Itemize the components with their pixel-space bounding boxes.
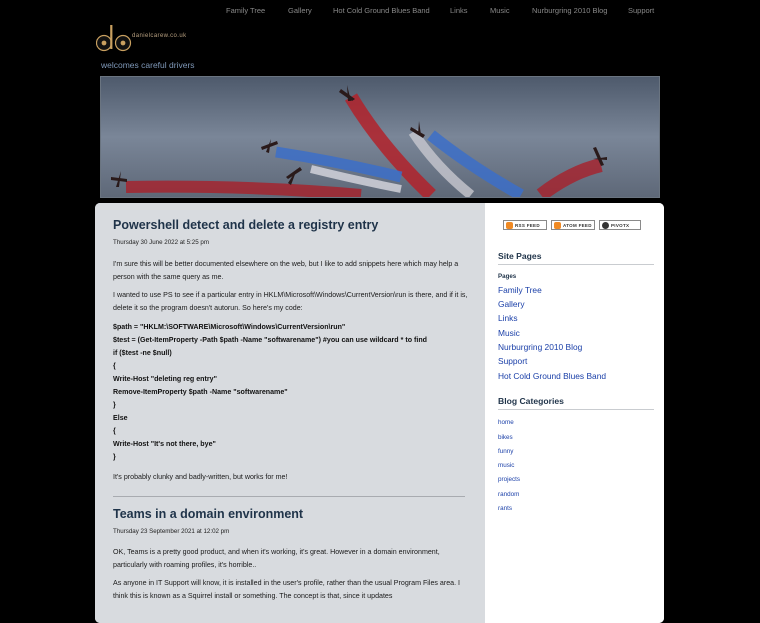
blog-categories-heading: Blog Categories bbox=[498, 396, 564, 406]
post-date: Thursday 30 June 2022 at 5:25 pm bbox=[113, 239, 209, 246]
nav-music[interactable]: Music bbox=[490, 6, 510, 15]
code-line: if ($test -ne $null) bbox=[113, 349, 172, 357]
content-container bbox=[95, 203, 664, 623]
post-date: Thursday 23 September 2021 at 12:02 pm bbox=[113, 528, 230, 535]
pivotx-icon bbox=[602, 222, 609, 229]
atom-feed-label: ATOM FEED bbox=[563, 222, 592, 228]
rss-feed-label: RSS FEED bbox=[515, 222, 540, 228]
top-nav bbox=[226, 6, 760, 18]
sidebar-page-support[interactable]: Support bbox=[498, 356, 528, 366]
post-paragraph: It's probably clunky and badly-written, but works for me! bbox=[113, 473, 288, 481]
pivotx-button[interactable] bbox=[599, 220, 641, 230]
code-block bbox=[113, 321, 473, 464]
sidebar-page-family-tree[interactable]: Family Tree bbox=[498, 285, 542, 295]
rss-icon bbox=[506, 222, 513, 229]
logo-domain-text: danielcarew.co.uk bbox=[132, 33, 187, 39]
post-title[interactable]: Powershell detect and delete a registry entry bbox=[113, 218, 379, 232]
red-arrows-photo-icon bbox=[101, 77, 659, 197]
blog-main-column bbox=[95, 203, 485, 623]
post-paragraph: OK, Teams is a pretty good product, and when it's working, it's great. However in a domain environment, particularly with roaming profiles, it's horrible.. bbox=[113, 548, 440, 569]
sidebar-page-links[interactable]: Links bbox=[498, 313, 518, 323]
nav-support[interactable]: Support bbox=[628, 6, 655, 15]
sidebar-page-nurburgring[interactable]: Nurburgring 2010 Blog bbox=[498, 342, 583, 352]
nav-gallery[interactable]: Gallery bbox=[288, 6, 312, 15]
pivotx-label: PIVOTX bbox=[611, 222, 630, 228]
post-paragraph: I wanted to use PS to see if a particular entry in HKLM\Microsoft\Windows\CurrentVersion\run is there, and if it is, delete it so the program doesn't autorun. So here's my code: bbox=[113, 291, 468, 312]
sidebar-page-music[interactable]: Music bbox=[498, 328, 520, 338]
pages-label: Pages bbox=[498, 273, 517, 280]
category-rants[interactable]: rants bbox=[498, 505, 512, 512]
sidebar bbox=[485, 203, 664, 623]
code-line: { bbox=[113, 362, 116, 370]
nav-links[interactable]: Links bbox=[450, 6, 468, 15]
nav-blues-band[interactable]: Hot Cold Ground Blues Band bbox=[333, 6, 430, 15]
code-line: Write-Host "deleting reg entry" bbox=[113, 375, 217, 383]
rss-feed-button[interactable] bbox=[503, 220, 547, 230]
code-line: $test = (Get-ItemProperty -Path $path -Name "softwarename") #you can use wildcard * to find bbox=[113, 336, 427, 344]
category-bikes[interactable]: bikes bbox=[498, 434, 513, 441]
vinyl-disc-icon bbox=[96, 24, 132, 54]
atom-icon bbox=[554, 222, 561, 229]
code-line: { bbox=[113, 427, 116, 435]
code-line: Else bbox=[113, 414, 128, 422]
post-title[interactable]: Teams in a domain environment bbox=[113, 507, 304, 521]
site-tagline: welcomes careful drivers bbox=[101, 60, 195, 70]
nav-nurburgring-blog[interactable]: Nurburgring 2010 Blog bbox=[532, 6, 608, 15]
heading-rule bbox=[498, 264, 654, 265]
site-pages-heading: Site Pages bbox=[498, 251, 542, 261]
category-funny[interactable]: funny bbox=[498, 448, 514, 455]
sidebar-page-blues-band[interactable]: Hot Cold Ground Blues Band bbox=[498, 371, 607, 381]
category-home[interactable]: home bbox=[498, 419, 514, 426]
code-line: Write-Host "It's not there, bye" bbox=[113, 440, 216, 448]
post-divider bbox=[113, 496, 465, 497]
code-line: Remove-ItemProperty $path -Name "softwarename" bbox=[113, 388, 288, 396]
category-random[interactable]: random bbox=[498, 491, 520, 498]
code-line: } bbox=[113, 453, 116, 461]
header-banner-image bbox=[100, 76, 660, 198]
atom-feed-button[interactable] bbox=[551, 220, 595, 230]
category-projects[interactable]: projects bbox=[498, 476, 521, 483]
post-paragraph: As anyone in IT Support will know, it is installed in the user's profile, rather than the usual Program Files area. I think this is known as a Squirrel install or something. The concept is that, since it updates bbox=[113, 579, 461, 600]
nav-family-tree[interactable]: Family Tree bbox=[226, 6, 266, 15]
post-paragraph: I'm sure this will be better documented elsewhere on the web, but I like to add snippets here which may help a person with the same query as me. bbox=[113, 260, 459, 281]
site-logo[interactable] bbox=[96, 24, 236, 58]
code-line: $path = "HKLM:\SOFTWARE\Microsoft\Windows\CurrentVersion\run" bbox=[113, 323, 346, 331]
category-music[interactable]: music bbox=[498, 462, 515, 469]
sidebar-page-gallery[interactable]: Gallery bbox=[498, 299, 525, 309]
code-line: } bbox=[113, 401, 116, 409]
heading-rule bbox=[498, 409, 654, 410]
